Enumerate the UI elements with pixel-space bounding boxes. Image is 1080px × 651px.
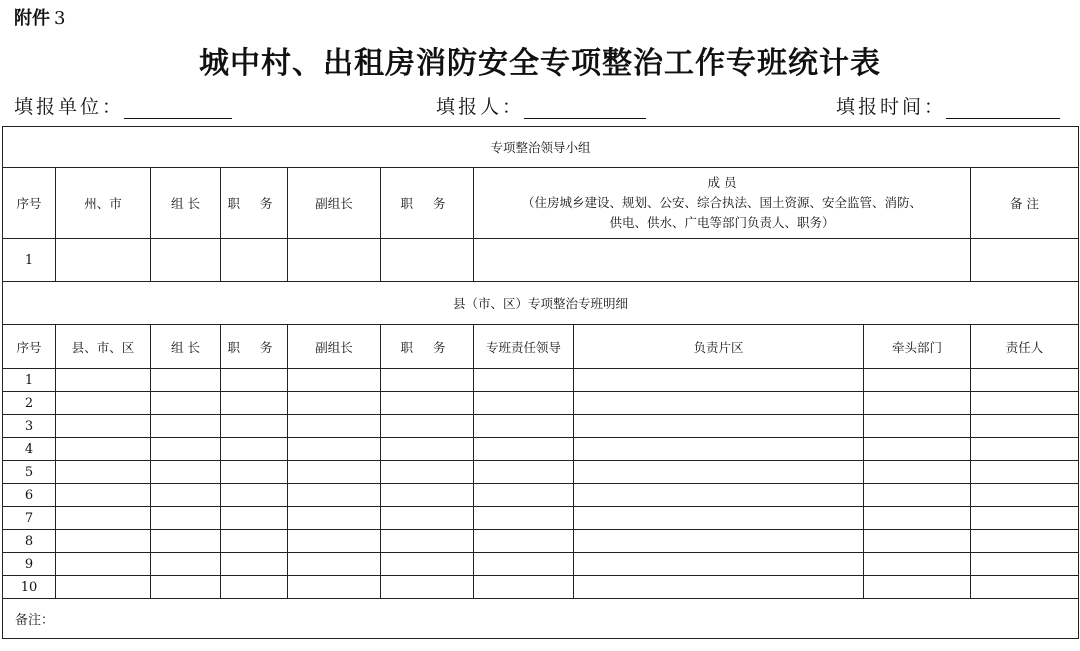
table-cell[interactable] [574, 507, 864, 530]
table-cell[interactable] [474, 530, 574, 553]
table-cell[interactable] [971, 239, 1079, 282]
table-cell[interactable] [151, 507, 221, 530]
table-cell[interactable] [56, 239, 151, 282]
table-cell[interactable] [56, 507, 151, 530]
table-cell[interactable] [971, 530, 1079, 553]
table-cell[interactable] [288, 369, 381, 392]
table-cell[interactable] [288, 239, 381, 282]
table-cell[interactable] [574, 553, 864, 576]
section2-header-row [3, 325, 1079, 369]
table-cell[interactable] [381, 392, 474, 415]
table-cell[interactable] [221, 507, 288, 530]
fill-field-person [436, 92, 646, 119]
table-cell[interactable] [864, 553, 971, 576]
s2-row-seq: 5 [3, 461, 56, 484]
s2-header-county: 县、市、区 [56, 325, 151, 369]
s1-header-remarks: 备 注 [971, 168, 1079, 239]
table-cell[interactable] [56, 553, 151, 576]
table-row [3, 507, 1079, 530]
table-cell[interactable] [221, 530, 288, 553]
table-cell[interactable] [381, 553, 474, 576]
table-cell[interactable] [151, 553, 221, 576]
table-cell[interactable] [288, 415, 381, 438]
table-cell[interactable] [381, 415, 474, 438]
table-cell[interactable] [864, 392, 971, 415]
fill-field-time-label: 填报时间： [836, 96, 947, 118]
table-cell[interactable] [381, 438, 474, 461]
table-cell[interactable] [381, 507, 474, 530]
table-cell[interactable] [56, 438, 151, 461]
table-cell[interactable] [221, 484, 288, 507]
table-cell[interactable] [864, 576, 971, 599]
table-row [3, 484, 1079, 507]
fill-field-time-blank[interactable] [946, 96, 1060, 119]
table-cell[interactable] [971, 576, 1079, 599]
table-cell[interactable] [864, 415, 971, 438]
table-row [3, 369, 1079, 392]
table-cell[interactable] [864, 530, 971, 553]
notes-label: 备注： [3, 599, 1079, 639]
table-cell[interactable] [288, 392, 381, 415]
s2-header-person: 责任人 [971, 325, 1079, 369]
section2-title: 县（市、区）专项整治专班明细 [3, 282, 1079, 325]
table-cell[interactable] [574, 415, 864, 438]
table-row [3, 461, 1079, 484]
table-cell[interactable] [56, 484, 151, 507]
s1-members-line2: 供电、供水、广电等部门负责人、职务） [609, 215, 835, 230]
page-title: 城中村、出租房消防安全专项整治工作专班统计表 [199, 46, 881, 81]
s2-row-seq: 8 [3, 530, 56, 553]
table-row [3, 415, 1079, 438]
table-cell[interactable] [151, 530, 221, 553]
table-cell[interactable] [864, 484, 971, 507]
section1-header-row [3, 168, 1079, 239]
table-cell[interactable] [288, 461, 381, 484]
table-cell[interactable] [381, 576, 474, 599]
table-cell[interactable] [971, 461, 1079, 484]
table-cell[interactable] [151, 392, 221, 415]
fill-fields-row [0, 92, 1080, 122]
table-cell[interactable] [381, 461, 474, 484]
table-cell[interactable] [221, 576, 288, 599]
notes-row [3, 599, 1079, 639]
table-cell[interactable] [474, 553, 574, 576]
fill-field-person-label: 填报人： [436, 96, 525, 118]
s2-header-leader: 组 长 [151, 325, 221, 369]
table-cell[interactable] [474, 369, 574, 392]
table-cell[interactable] [474, 484, 574, 507]
table-cell[interactable] [288, 530, 381, 553]
attachment-label [14, 4, 65, 30]
table-cell[interactable] [56, 461, 151, 484]
table-cell[interactable] [56, 369, 151, 392]
table-cell[interactable] [574, 484, 864, 507]
table-cell[interactable] [288, 553, 381, 576]
s1-header-members [474, 168, 971, 239]
table-cell[interactable] [151, 369, 221, 392]
table-cell[interactable] [221, 438, 288, 461]
table-cell[interactable] [151, 438, 221, 461]
table-cell[interactable] [288, 438, 381, 461]
s2-row-seq: 2 [3, 392, 56, 415]
fill-field-unit [14, 92, 232, 119]
table-cell[interactable] [864, 369, 971, 392]
table-cell[interactable] [151, 239, 221, 282]
s2-header-deputy: 副组长 [288, 325, 381, 369]
table-row [3, 553, 1079, 576]
s2-header-post1: 职 务 [221, 325, 288, 369]
table-cell[interactable] [971, 507, 1079, 530]
s2-row-seq: 9 [3, 553, 56, 576]
table-row [3, 438, 1079, 461]
fill-field-unit-blank[interactable] [124, 96, 232, 119]
table-cell[interactable] [474, 415, 574, 438]
table-cell[interactable] [971, 369, 1079, 392]
s2-row-seq: 6 [3, 484, 56, 507]
table-cell[interactable] [574, 461, 864, 484]
table-cell[interactable] [288, 576, 381, 599]
table-cell[interactable] [151, 484, 221, 507]
table-cell[interactable] [221, 239, 288, 282]
table-cell[interactable] [56, 415, 151, 438]
s2-header-post2: 职 务 [381, 325, 474, 369]
table-cell[interactable] [474, 576, 574, 599]
table-cell[interactable] [971, 392, 1079, 415]
table-cell[interactable] [474, 461, 574, 484]
s2-row-seq: 1 [3, 369, 56, 392]
table-cell[interactable] [574, 530, 864, 553]
attachment-number: 3 [54, 8, 66, 29]
table-cell[interactable] [381, 239, 474, 282]
table-cell[interactable] [221, 553, 288, 576]
table-cell[interactable] [864, 438, 971, 461]
table-cell[interactable] [864, 507, 971, 530]
fill-field-person-blank[interactable] [524, 96, 646, 119]
table-cell[interactable] [971, 415, 1079, 438]
table-row [3, 392, 1079, 415]
s2-row-seq: 3 [3, 415, 56, 438]
table-cell[interactable] [381, 530, 474, 553]
table-cell[interactable] [574, 438, 864, 461]
table-cell[interactable] [151, 461, 221, 484]
section2-body [3, 369, 1079, 599]
s2-header-dept: 牵头部门 [864, 325, 971, 369]
attachment-text: 附件 [14, 8, 50, 29]
s1-header-post2: 职 务 [381, 168, 474, 239]
table-cell[interactable] [381, 484, 474, 507]
table-row [3, 530, 1079, 553]
s1-header-prefecture: 州、市 [56, 168, 151, 239]
table-cell[interactable] [574, 392, 864, 415]
fill-field-unit-label: 填报单位： [14, 96, 125, 118]
table-cell[interactable] [221, 461, 288, 484]
statistics-table [2, 126, 1079, 639]
table-cell[interactable] [221, 415, 288, 438]
s2-header-lead-official: 专班责任领导 [474, 325, 574, 369]
table-cell[interactable] [474, 392, 574, 415]
s1-header-leader: 组 长 [151, 168, 221, 239]
table-cell[interactable] [864, 461, 971, 484]
s1-row-seq: 1 [3, 239, 56, 282]
section1-title-row [3, 127, 1079, 168]
s1-header-post1: 职 务 [221, 168, 288, 239]
section1-title: 专项整治领导小组 [3, 127, 1079, 168]
table-cell[interactable] [971, 438, 1079, 461]
table-cell[interactable] [971, 484, 1079, 507]
table-cell[interactable] [381, 369, 474, 392]
s1-header-deputy: 副组长 [288, 168, 381, 239]
table-row [3, 576, 1079, 599]
table-cell[interactable] [151, 576, 221, 599]
section1-data-row [3, 239, 1079, 282]
table-cell[interactable] [221, 392, 288, 415]
table-cell[interactable] [56, 530, 151, 553]
table-cell[interactable] [56, 576, 151, 599]
table-cell[interactable] [574, 576, 864, 599]
s1-members-line1: （住房城乡建设、规划、公安、综合执法、国土资源、安全监管、消防、 [521, 195, 922, 210]
s2-row-seq: 7 [3, 507, 56, 530]
table-cell[interactable] [221, 369, 288, 392]
s1-members-title: 成 员 [707, 175, 737, 190]
table-cell[interactable] [288, 507, 381, 530]
s2-row-seq: 10 [3, 576, 56, 599]
table-cell[interactable] [151, 415, 221, 438]
section2-title-row [3, 282, 1079, 325]
s2-row-seq: 4 [3, 438, 56, 461]
table-cell[interactable] [56, 392, 151, 415]
fill-field-time [836, 92, 1060, 119]
table-cell[interactable] [574, 369, 864, 392]
s1-header-seq: 序号 [3, 168, 56, 239]
table-cell[interactable] [474, 239, 971, 282]
s2-header-seq: 序号 [3, 325, 56, 369]
table-cell[interactable] [288, 484, 381, 507]
table-cell[interactable] [474, 507, 574, 530]
table-cell[interactable] [971, 553, 1079, 576]
s2-header-area: 负责片区 [574, 325, 864, 369]
table-cell[interactable] [474, 438, 574, 461]
